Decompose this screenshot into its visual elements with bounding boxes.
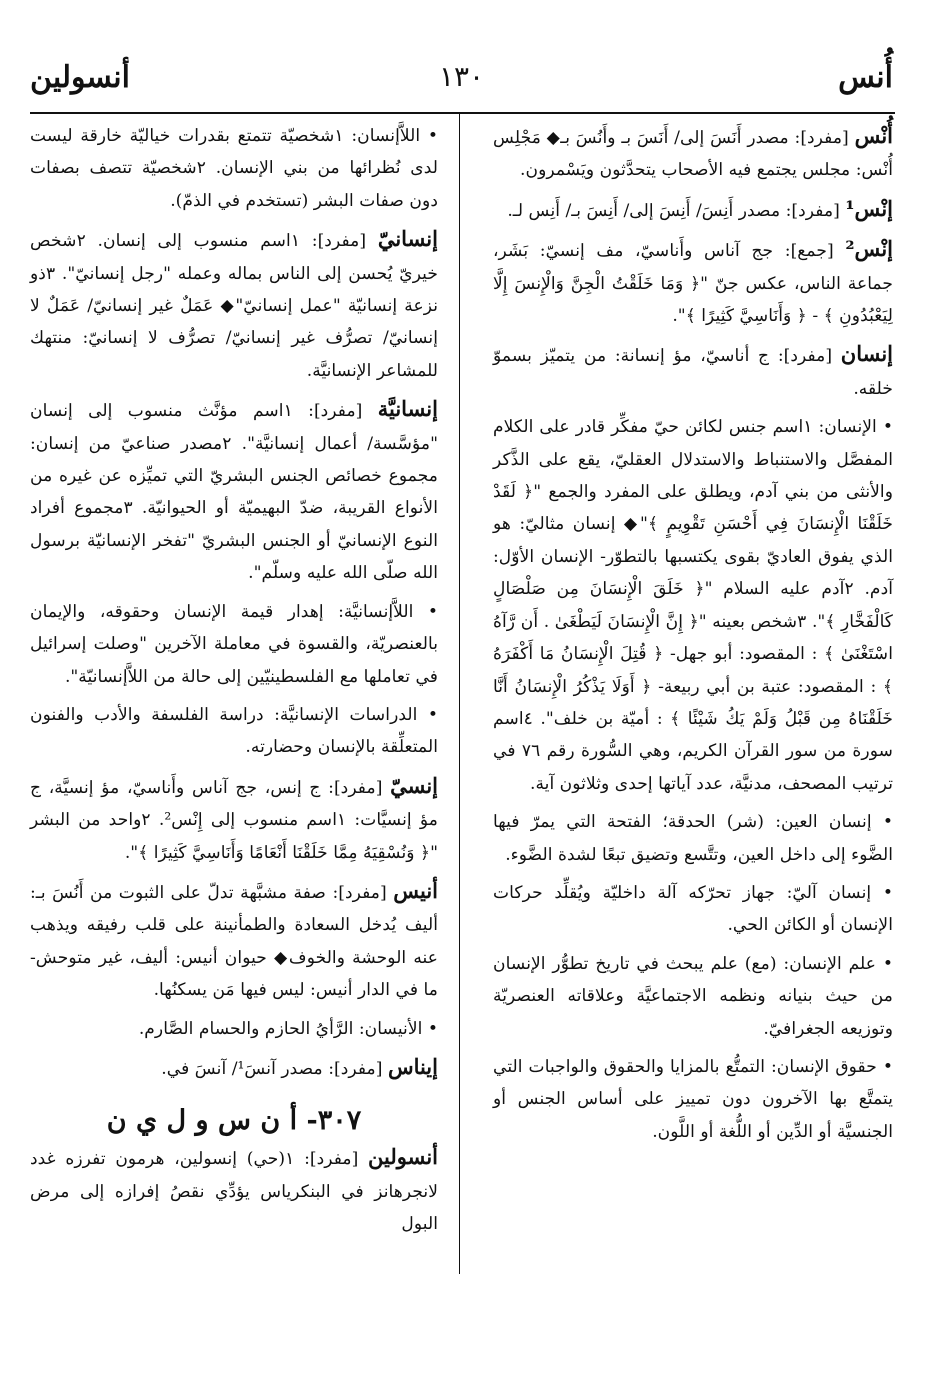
headword: إنسانيّ xyxy=(377,226,438,252)
headword: أُنْس xyxy=(854,123,894,148)
header-left-guide-word: أنسولين xyxy=(30,60,130,95)
definition: [مفرد]: مصدر آنسَ¹/ آنسَ في. xyxy=(161,1058,383,1079)
definition: [مفرد]: ١(حي) إنسولين، هرمون تفرزه غدد لانجرهانز في البنكرياس يؤدِّي نقصُ إفرازه إلى مرض البول xyxy=(30,1149,438,1235)
sub-entry xyxy=(493,806,893,871)
sub-entry xyxy=(30,120,438,217)
header-rule xyxy=(30,112,895,114)
dictionary-entry xyxy=(493,120,893,187)
dictionary-entry xyxy=(30,393,438,589)
definition: • إنسان آليّ: جهاز تحرّكه آلة داخليّة ويُقلِّد حركات الإنسان أو الكائن الحي. xyxy=(493,882,893,936)
dictionary-entry xyxy=(30,770,438,869)
definition: • اللاَّإنسانيَّة: إهدار قيمة الإنسان وحقوقه، والإيمان بالعنصريّة، والقسوة في معاملة الآخرين "وصلت إسرائيل في تعاملها مع الفلسطينيّين إلى حالة من اللاَّإنسانيّة". xyxy=(30,601,438,687)
definition: • إنسان العين: (شر) الحدقة؛ الفتحة التي يمرّ فيها الضَّوء إلى داخل العين، وتتَّسع وتضيق تبعًا لشدة الضَّوء. xyxy=(493,812,893,865)
definition: • حقوق الإنسان: التمتُّع بالمزايا والحقوق والواجبات التي يتمتَّع بها الآخرون دون تمييز على أساس الجنس أو الجنسيَّة أو الدِّين أو اللُّغة أو اللَّون. xyxy=(493,1056,893,1142)
definition: • الدراسات الإنسانيَّة: دراسة الفلسفة والأدب والفنون المتعلِّقة بالإنسان وحضارته. xyxy=(30,704,438,758)
definition: • الأنيسان: الرَّأيُ الحازم والحسام الصَّارم. xyxy=(138,1018,438,1039)
right-column xyxy=(493,120,893,1154)
dictionary-entry xyxy=(493,193,893,227)
column-divider xyxy=(459,114,460,1274)
definition: [مفرد]: صفة مشبَّهة تدلّ على الثبوت من أَنُسَ بـ: أليف يُدخل السعادة والطمأنينة على قلب رفيقه ويذهب عنه الوحشة والخوف◆ حيوان أنيس: أليف، غير متوحش- ما في الدار أنيس: ليس فيها مَن يسكنُها. xyxy=(30,882,438,1001)
definition: [مفرد]: ١اسم مؤنَّث منسوب إلى إنسان "مؤسَّسة/ أعمال إنسانيَّة". ٢مصدر صناعيّ من إنسان: مجموع خصائص الجنس البشريّ التي تميِّزه عن غيره من الأنواع القريبة، ضدّ البهيميّة أو الحيوانيّة. ٣مجموع أفراد النوع الإنسانيّ أو الجنس البشريّ "تفخر الإنسانيّة برسول الله صلّى الله عليه وسلّم". xyxy=(30,401,439,584)
definition: • اللاَّإنسان: ١شخصيّة تتمتع بقدرات خياليّة خارقة ليست لدى نُظرائها من بني الإنسان. ٢شخصيّة تتصف بصفات دون صفات البشر (تستخدم في الذمّ). xyxy=(30,126,439,211)
dictionary-entry xyxy=(493,338,893,405)
definition: [مفرد]: ج إنس، جج آناس وأَناسيّ، مؤ إنسيَّة، ج مؤ إنسيَّات: ١اسم منسوب إلى إِنْس². ٢واحد من البشر "﴿ وَنُسْقِيَهُ مِمَّا خَلَقْنَا أَنْعَامًا وَأَنَاسِيَّ كَثِيرًا ﴾". xyxy=(30,777,438,863)
headword: إيناس xyxy=(387,1053,438,1079)
dictionary-entry xyxy=(30,875,438,1007)
headword: إنْس¹ xyxy=(845,195,893,221)
headword: إنسانيَّة xyxy=(377,396,438,422)
sub-entry xyxy=(30,596,438,693)
definition: • علم الإنسان: (مع) علم يبحث في تاريخ تطوُّر الإنسان من حيث بنيانه ونظمه الاجتماعيَّة وعلاقاته العنصريّة وتوزيعه الجغرافيّ. xyxy=(493,953,893,1039)
headword: إنسان xyxy=(840,341,894,367)
page-header xyxy=(30,52,893,102)
definition: [مفرد]: ١اسم منسوب إلى إنسان. ٢شخص خيريّ يُحسن إلى الناس بماله وعمله "رجل إنسانيّ". ٣ذو نزعة إنسانيّة "عمل إنسانيّ"◆ عَمَلٌ غير إنسانيّ/ عَمَلٌ لا إنسانيّ/ تصرُّف غير إنسانيّ/ تصرُّف لا إنسانيّ: منتهك للمشاعر الإنسانيَّة. xyxy=(30,231,438,381)
sub-entry xyxy=(493,948,893,1045)
root-section-heading: ٣٠٧- أ ن س و ل ي ن xyxy=(106,1105,362,1137)
header-right-guide-word: أُنس xyxy=(838,60,893,95)
definition: [جمع]: جج آناس وأَناسيّ، مف إنسيّ: بَشَر، جماعة الناس، عكس جنّ "﴿ وَمَا خَلَقْتُ الْجِنَّ وَالْإِنسَ إِلَّا لِيَعْبُدُونِ ﴾ - ﴿ وَأَنَاسِيَّ كَثِيرًا ﴾". xyxy=(493,241,893,327)
sub-entry xyxy=(30,699,438,764)
dictionary-entry xyxy=(493,233,893,332)
dictionary-entry xyxy=(30,1141,438,1240)
headword: أنيس xyxy=(393,877,438,903)
definition: • الإنسان: ١اسم جنس لكائن حيّ مفكِّر قادر على الكلام المفصَّل والاستنباط والاستدلال العقليّ، يقع على الذَّكر والأنثى من بني آدم، ويطلق على المفرد والجمع "﴿ لَقَدْ خَلَقْنَا الْإِنسَانَ فِي أَحْسَنِ تَقْوِيمٍ ﴾"◆ إنسان مثاليّ: هو الذي يفوق العاديّ بقوى يكتسبها بالتطوّر- الإنسان الأوّل: آدم. ٢آدم عليه السلام "﴿ خَلَقَ الْإِنسَانَ مِن صَلْصَالٍ كَالْفَخَّارِ ﴾". ٣شخص بعينه "﴿ إِنَّ الْإِنسَانَ لَيَطْغَىٰ . أَن رَّآهُ اسْتَغْنَىٰ ﴾ : المقصود: أبو جهل- ﴿ قُتِلَ الْإِنسَانُ مَا أَكْفَرَهُ ﴾ : المقصود: عتبة بن أبي ربيعة- ﴿ أَوَلَا يَذْكُرُ الْإِنسَانُ أَنَّا خَلَقْنَاهُ مِن قَبْلُ وَلَمْ يَكُ شَيْئًا ﴾ : أميّة بن خلف". ٤اسم سورة من سور القرآن الكريم، وهي السُّورة رقم ٧٦ في ترتيب المصحف، مدنيَّة، عدد آياتها إحدى وثلاثون آية. xyxy=(493,417,893,794)
page-number: ١٣٠ xyxy=(438,60,485,93)
headword: أنسولين xyxy=(368,1144,439,1170)
definition: [مفرد]: مصدر أَنَسَ إلى/ أَنَسَ بـ وأَنُسَ بـ◆ مَجْلِس أُنْس: مجلس يجتمع فيه الأصحاب يتحدَّثون ويَسْمرون. xyxy=(493,128,893,181)
left-column xyxy=(30,120,438,1247)
dictionary-entry xyxy=(30,1051,438,1085)
sub-entry xyxy=(493,1051,893,1148)
dictionary-entry xyxy=(30,223,438,387)
definition: [مفرد]: مصدر أَنِسَ/ أَنِسَ إلى/ أَنِسَ بـ/ أَنِس لـ. xyxy=(507,200,840,221)
sub-entry xyxy=(493,877,893,942)
definition: [مفرد]: ج أناسيّ، مؤ إنسانة: من يتميّز بسموّ خلقه. xyxy=(493,346,893,399)
sub-entry xyxy=(493,411,893,800)
sub-entry xyxy=(30,1013,438,1045)
headword: إنسيّ xyxy=(390,772,438,798)
headword: إنْس² xyxy=(845,236,893,262)
